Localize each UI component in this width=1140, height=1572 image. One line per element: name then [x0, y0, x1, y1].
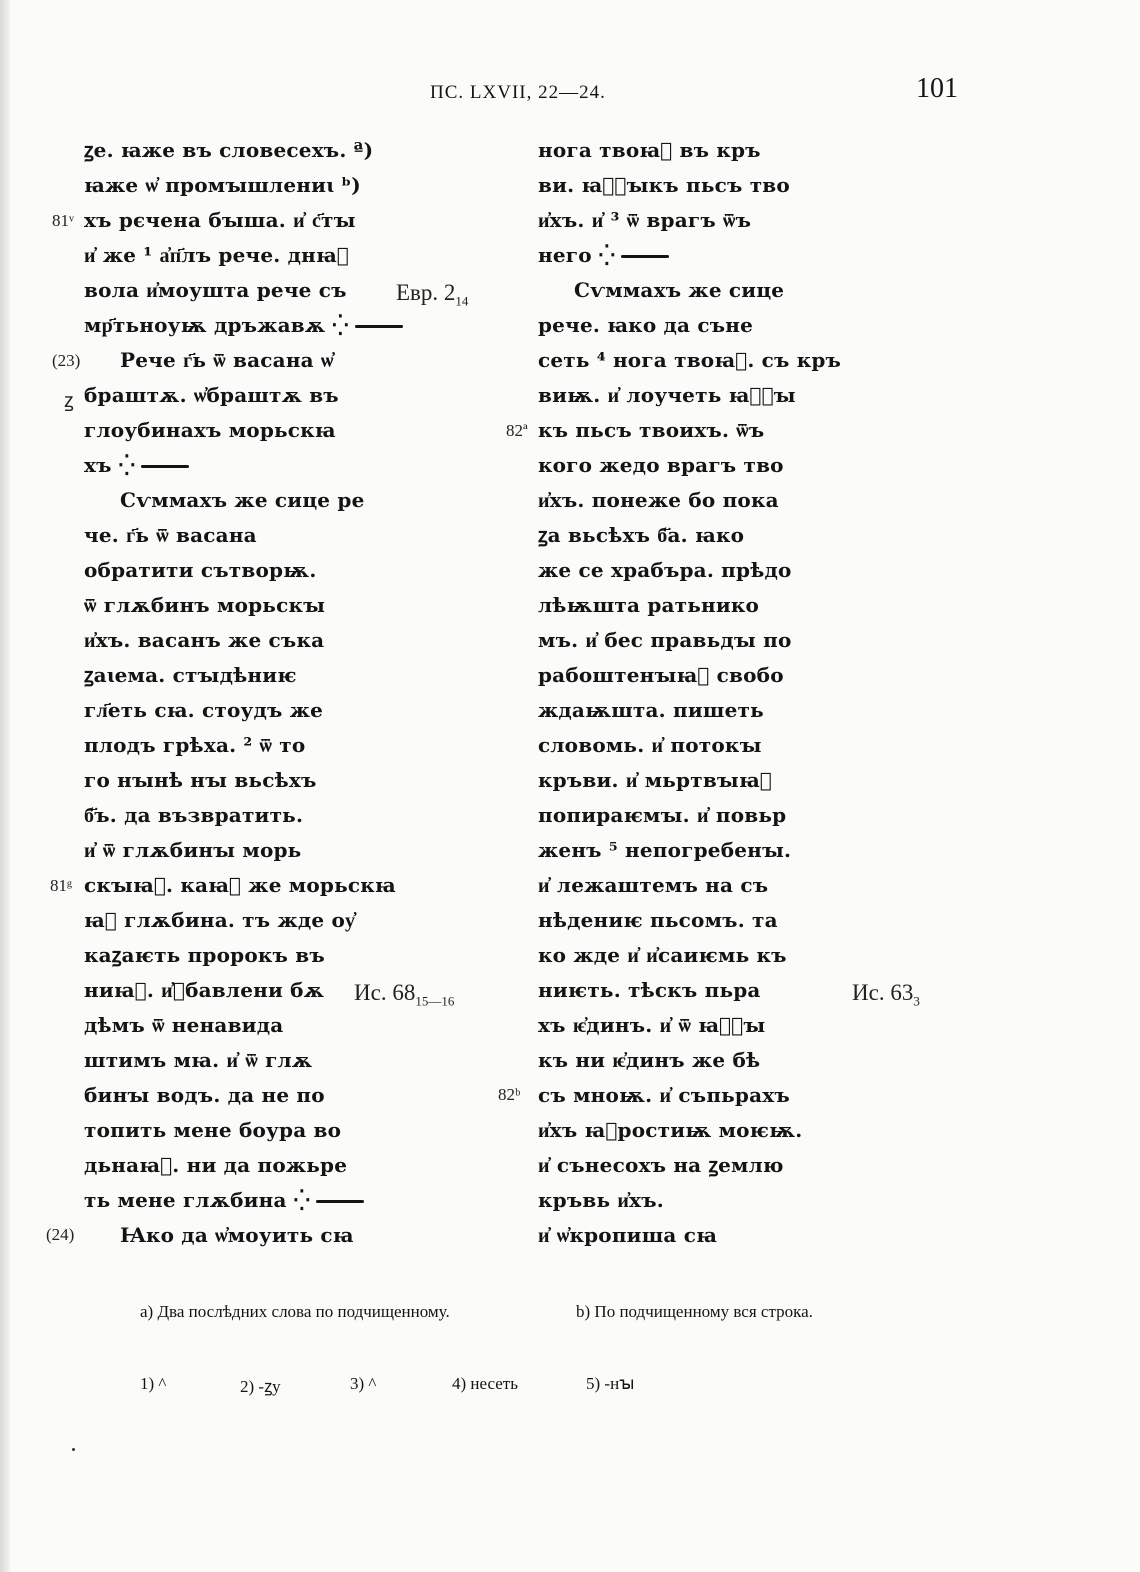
- text-line: сеть ⁴ нога твоꙗ҆. съ кръ: [538, 348, 842, 372]
- text-line: и҆ ѿ глѫбинꙑ морь: [84, 838, 302, 862]
- text-line: штимъ мꙗ. и҆ ѿ глѫ: [84, 1048, 313, 1072]
- variant-reading: 3) ^: [350, 1374, 377, 1393]
- footnote-a: a) Два послѣдних слова по подчищенному.: [140, 1302, 450, 1321]
- text-line: попираѥмꙑ. и҆ повьр: [538, 803, 787, 827]
- page-header: [0, 0, 1140, 120]
- text-line: вола и҆моушта рече съ: [84, 278, 347, 302]
- text-line: хъ ⁛: [84, 453, 135, 477]
- text-line: ꙗ҆ глѫбина. тъ жде оу҆: [84, 908, 356, 932]
- text-line: б҃ъ. да възвратить.: [84, 803, 304, 827]
- text-line: че. г҃ь ѿ васана: [84, 523, 257, 547]
- scripture-reference: [396, 280, 468, 310]
- marginal-glyph: ꙁ: [64, 390, 74, 412]
- text-line: ꙁа вьсѣхъ б҃а. ꙗко: [538, 523, 745, 547]
- text-line: же се храбъра. прѣдо: [538, 558, 792, 582]
- text-line: и҆ лежаштемъ на съ: [538, 873, 769, 897]
- page-number: 101: [916, 73, 958, 104]
- text-line: и҆хъ. понеже бо пока: [538, 488, 779, 512]
- text-line: ждаѭшта. пишеть: [538, 698, 764, 722]
- text-line: къ пьсъ твоихъ. ѿъ: [538, 418, 765, 442]
- text-line: ѿ глѫбинъ морьскꙑ: [84, 593, 326, 617]
- text-line: дѣмъ ѿ ненавида: [84, 1013, 284, 1037]
- text-line: хъ рєчена бꙑша. и҆ с҃тꙑ: [84, 208, 356, 232]
- running-title: ПС. LXVII, 22—24.: [430, 82, 606, 103]
- text-line: хъ ѥ҆динъ. и҆ ѿ ꙗ҆ꙁꙑ: [538, 1013, 766, 1037]
- text-line: плодъ грѣха. ² ѿ то: [84, 733, 306, 757]
- text-line: и҆ же ¹ а҆п҃лъ рече. днꙗ҆: [84, 243, 349, 267]
- text-line: обратити сътворѭ.: [84, 558, 317, 582]
- text-line: нога твоꙗ҆ въ кръ: [538, 138, 761, 162]
- text-line: него ⁛: [538, 243, 616, 267]
- variant-reading: 2) -ꙁу: [240, 1377, 281, 1396]
- text-line: кръви. и҆ мьртвꙑꙗ҆: [538, 768, 772, 792]
- text-line: лѣѭшта ратьнико: [538, 593, 760, 617]
- variant-reading: 1) ^: [140, 1374, 167, 1393]
- end-ornament: [621, 255, 669, 258]
- text-line: ко жде и҆ и҆саиѥмь къ: [538, 943, 787, 967]
- text-line: съ мноѭ. и҆ съпьрахъ: [538, 1083, 790, 1107]
- folio-marker: 81ᵛ: [52, 211, 74, 230]
- reference-text: Ис. 63: [852, 980, 914, 1005]
- text-line: виѭ. и҆ лоучеть ꙗ҆ꙁꙑ: [538, 383, 796, 407]
- text-line: и҆хъ. васанъ же съка: [84, 628, 325, 652]
- reference-text: Ис. 68: [354, 980, 416, 1005]
- reference-subscript: 3: [913, 993, 920, 1009]
- verse-marker: (24): [46, 1225, 75, 1244]
- text-line: браштѫ. ѡ҆браштѫ въ: [84, 383, 339, 407]
- text-line-with-ornament: [84, 448, 403, 483]
- text-line: ви. ꙗ҆ꙁꙑкъ пьсъ тво: [538, 173, 790, 197]
- text-line: Рече г҃ь ѿ васана ѡ҆: [120, 348, 334, 372]
- text-line: ниꙗ҆. и҆ꙁбавлени бѫ: [84, 978, 325, 1002]
- text-line: рабоштенꙑꙗ҆ свобо: [538, 663, 784, 687]
- variant-reading: 4) несеть: [452, 1374, 518, 1393]
- text-line: словомь. и҆ потокꙑ: [538, 733, 762, 757]
- text-line: Сѵммахъ же сице ре: [120, 488, 365, 512]
- text-line: ꙁе. ꙗже въ словесехъ. ª): [84, 138, 374, 162]
- text-line: женъ ⁵ непогребенꙑ.: [538, 838, 792, 862]
- text-line: дьнаꙗ҆. ни да пожьре: [84, 1153, 348, 1177]
- text-line: и҆хъ. и҆ ³ ѿ врагъ ѿъ: [538, 208, 752, 232]
- text-line: каꙁаѥть пророкъ въ: [84, 943, 325, 967]
- text-line: нѣдениѥ пьсомъ. та: [538, 908, 778, 932]
- scan-edge-shadow: [0, 0, 10, 1572]
- text-line: ниѥть. тѣскъ пьра: [538, 978, 761, 1002]
- folio-marker: 82ᵇ: [498, 1085, 521, 1104]
- text-line: ꙗже ѡ҆ промꙑшлениꙇ ᵇ): [84, 173, 361, 197]
- end-ornament: [316, 1200, 364, 1203]
- folio-marker: 82ª: [506, 421, 528, 440]
- text-line: и҆хъ ꙗ҆ростиѭ моѥѭ.: [538, 1118, 803, 1142]
- text-line: бинꙑ водъ. да не по: [84, 1083, 325, 1107]
- text-line: и҆ ѡ҆кропиша сꙗ: [538, 1223, 718, 1247]
- text-line: топить мене боура во: [84, 1118, 342, 1142]
- text-line: Сѵммахъ же сице: [574, 278, 785, 302]
- text-line: ꙁаꙇема. стꙑдѣниѥ: [84, 663, 297, 687]
- text-line: къ ни ѥ҆динъ же бѣ: [538, 1048, 761, 1072]
- text-line-with-ornament: [538, 238, 841, 273]
- right-text-column: [538, 133, 841, 1253]
- text-line: мъ. и҆ бес правьдꙑ по: [538, 628, 792, 652]
- text-line: гл҃еть сꙗ. стоудъ же: [84, 698, 324, 722]
- text-line: го нꙑнѣ нꙑ вьсѣхъ: [84, 768, 317, 792]
- footnote-b: b) По подчищенному вся строка.: [576, 1302, 813, 1321]
- reference-text: Евр. 2: [396, 280, 456, 305]
- text-line: кръвь и҆хъ.: [538, 1188, 664, 1212]
- folio-marker: 81ᵍ: [50, 876, 73, 895]
- stray-dot: [72, 1448, 75, 1451]
- text-line-with-ornament: [84, 308, 403, 343]
- reference-subscript: 14: [455, 293, 469, 309]
- scripture-reference: [852, 980, 920, 1010]
- text-line: кого жедо врагъ тво: [538, 453, 784, 477]
- left-text-column: [84, 133, 403, 1253]
- text-line: скꙑꙗ҆. каꙗ҆ же морьскꙗ: [84, 873, 396, 897]
- text-line: мр҃тьноуѭ дръжавѫ ⁛: [84, 313, 349, 337]
- verse-marker: (23): [52, 351, 81, 370]
- text-line: и҆ сънесохъ на ꙁемлю: [538, 1153, 784, 1177]
- reference-subscript: 15—16: [415, 993, 455, 1009]
- text-line: глоубинахъ морьскꙗ: [84, 418, 336, 442]
- text-line-with-ornament: [84, 1183, 403, 1218]
- text-line: рече. ꙗко да съне: [538, 313, 754, 337]
- text-line: Ꙗко да ѡ҆моуить сꙗ: [120, 1223, 354, 1247]
- end-ornament: [355, 325, 403, 328]
- variant-reading: 5) -нꙑ: [586, 1374, 635, 1393]
- text-line: ть мене глѫбина ⁛: [84, 1188, 310, 1212]
- end-ornament: [141, 465, 189, 468]
